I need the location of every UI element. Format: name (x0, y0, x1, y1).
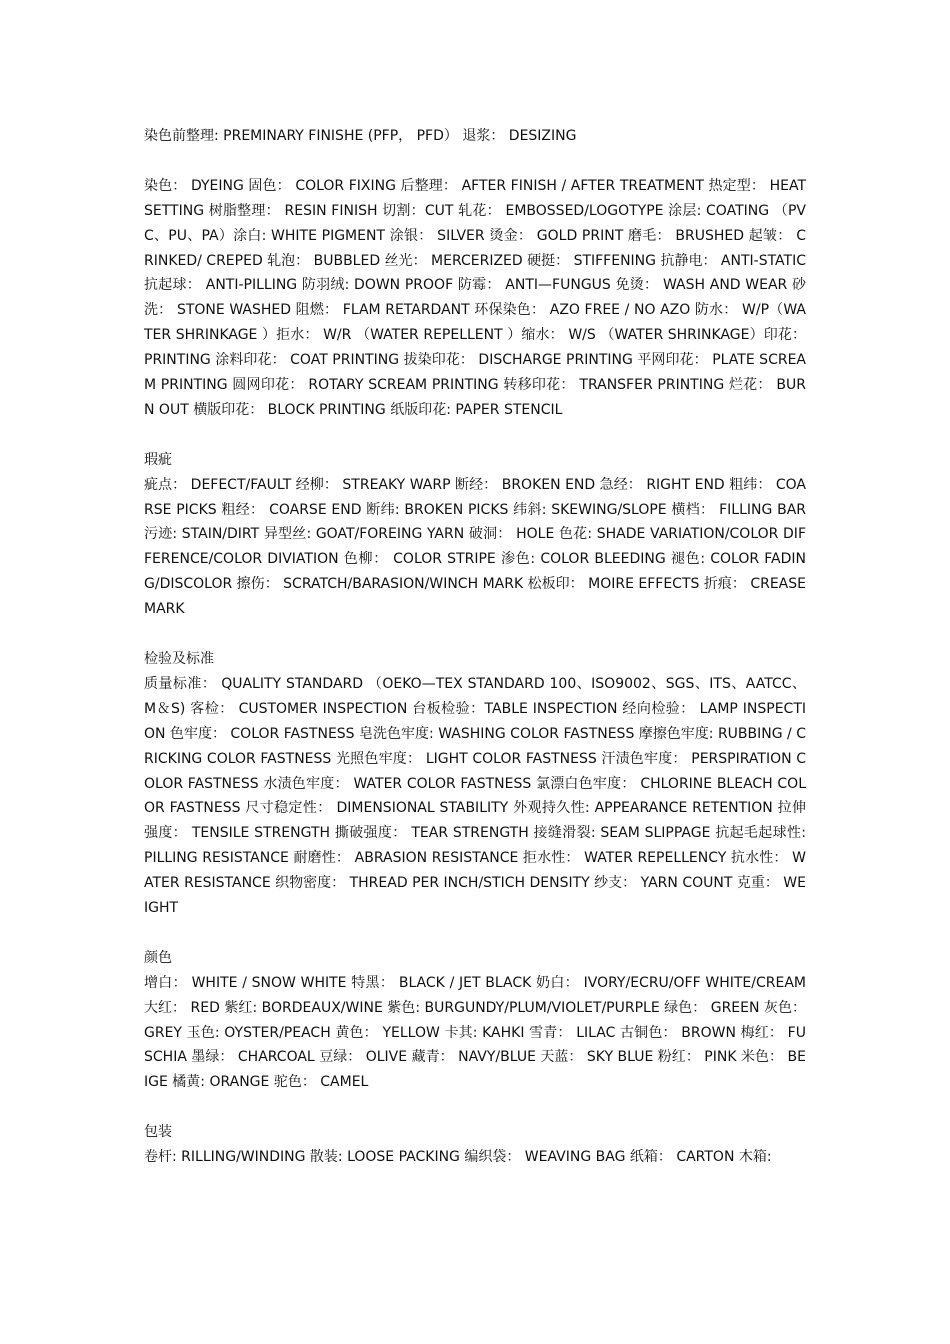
dyeing-paragraph: 染色： DYEING 固色： COLOR FIXING 后整理： AFTER FINISH / AFTER TREATMENT 热定型： HEAT SETTING 树脂整理： RESIN FINISH 切割：CUT 轧花： EMBOSSED/LOGOTYPE 涂层: COATING （PVC、PU、PA）涂白: WHITE PIGMENT 涂银： SILVER 烫金： GOLD PRINT 磨毛： BRUSHED 起皱： CRINKED/ CREPED 轧泡： BUBBLED 丝光： MERCERIZED 硬挺： STIFFENING 抗静电： ANTI-STATIC 抗起球： ANTI-PILLING 防羽绒: DOWN PROOF 防霉： ANTI—FUNGUS 免烫： WASH AND WEAR 砂洗： STONE WASHED 阻燃： FLAM RETARDANT 环保染色： AZO FREE / NO AZO 防水： W/P（WATER SHRINKAGE ）拒水： W/R （WATER REPELLENT ）缩水： W/S （WATER SHRINKAGE）印花： PRINTING 涂料印花： COAT PRINTING 拔染印花： DISCHARGE PRINTING 平网印花： PLATE SCREAM PRINTING 圆网印花： ROTARY SCREAM PRINTING 转移印花： TRANSFER PRINTING 烂花： BURN OUT 横版印花： BLOCK PRINTING 纸版印花: PAPER STENCIL (144, 177, 806, 418)
colors-paragraph: 增白： WHITE / SNOW WHITE 特黑： BLACK / JET BLACK 奶白： IVORY/ECRU/OFF WHITE/CREAM 大红： RED 紫红: BORDEAUX/WINE 紫色: BURGUNDY/PLUM/VIOLET/PURPLE 绿色： GREEN 灰色： GREY 玉色: OYSTER/PEACH 黄色： YELLOW 卡其: KAHKI 雪青： LILAC 古铜色： BROWN 梅红： FUSCHIA 墨绿： CHARCOAL 豆绿： OLIVE 藏青： NAVY/BLUE 天蓝： SKY BLUE 粉红： PINK 米色： BEIGE 橘黄: ORANGE 驼色： CAMEL (144, 974, 806, 1091)
intro-paragraph: 染色前整理: PREMINARY FINISHE (PFP， PFD） 退浆： DESIZING (144, 128, 577, 144)
defects-paragraph: 疵点： DEFECT/FAULT 经柳： STREAKY WARP 断经： BROKEN END 急经： RIGHT END 粗纬： COARSE PICKS 粗经： COARSE END 断纬: BROKEN PICKS 纬斜: SKEWING/SLOPE 横档： FILLING BAR 污迹: STAIN/DIRT 异型丝: GOAT/FOREING YARN 破洞： HOLE 色花: SHADE VARIATION/COLOR DIFFERENCE/COLOR DIVIATION 色柳： COLOR STRIPE 渗色: COLOR BLEEDING 褪色: COLOR FADING/DISCOLOR 擦伤： SCRATCH/BARASION/WINCH MARK 松板印： MOIRE EFFECTS 折痕： CREASE MARK (144, 476, 806, 618)
packing-paragraph: 卷杆: RILLING/WINDING 散装: LOOSE PACKING 编织袋： WEAVING BAG 纸箱： CARTON 木箱: (144, 1149, 772, 1166)
packing-heading: 包装 (144, 1124, 172, 1141)
colors-heading: 颜色 (144, 949, 172, 966)
document-page (144, 124, 806, 1195)
defects-heading: 瑕疵 (144, 451, 172, 468)
inspection-heading: 检验及标准 (144, 650, 214, 667)
inspection-paragraph: 质量标准： QUALITY STANDARD （OEKO—TEX STANDARD 100、ISO9002、SGS、ITS、AATCC、M＆S) 客检： CUSTOMER INSPECTION 台板检验：TABLE INSPECTION 经向检验： LAMP INSPECTION 色牢度： COLOR FASTNESS 皂洗色牢度: WASHING COLOR FASTNESS 摩擦色牢度: RUBBING / CRICKING COLOR FASTNESS 光照色牢度： LIGHT COLOR FASTNESS 汗渍色牢度： PERSPIRATION COLOR FASTNESS 水渍色牢度： WATER COLOR FASTNESS 氯漂白色牢度： CHLORINE BLEACH COLOR FASTNESS 尺寸稳定性： DIMENSIONAL STABILITY 外观持久性: APPEARANCE RETENTION 拉伸强度： TENSILE STRENGTH 撕破强度： TEAR STRENGTH 接缝滑裂: SEAM SLIPPAGE 抗起毛起球性: PILLING RESISTANCE 耐磨性： ABRASION RESISTANCE 拒水性： WATER REPELLENCY 抗水性： WATER RESISTANCE 织物密度： THREAD PER INCH/STICH DENSITY 纱支： YARN COUNT 克重： WEIGHT (144, 675, 806, 917)
